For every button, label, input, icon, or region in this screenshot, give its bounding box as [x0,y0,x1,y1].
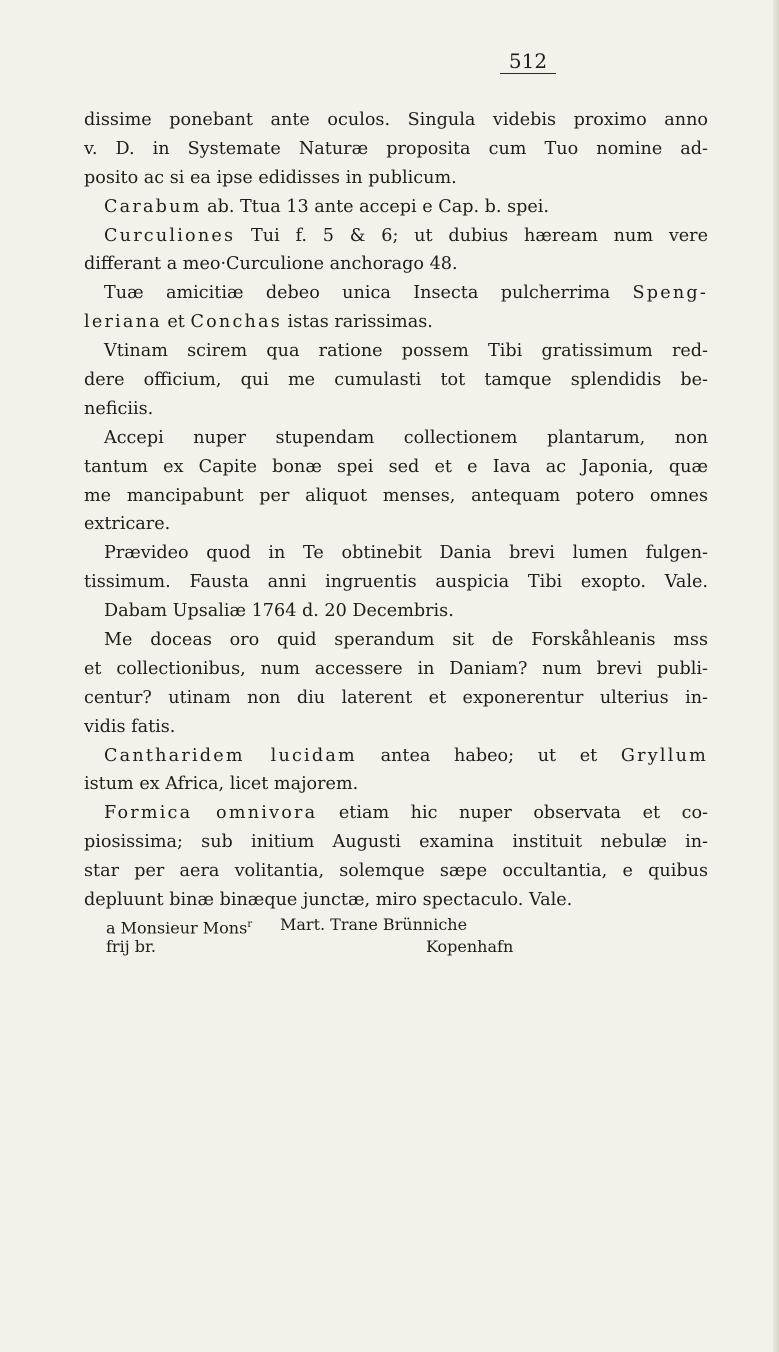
text-line-4 [84,193,708,222]
page-edge-shadow [773,0,779,1352]
text-line-8-rest: istas rarissimas. [281,312,433,333]
text-line-17: tissimum. Fausta anni ingruentis auspicia Tibi exopto. Vale. [84,572,708,593]
page-number: 512 [500,50,556,74]
spaced-term-conchas: Conchas [190,312,282,333]
text-line-14: me mancipabunt per aliquot menses, antequam potero omnes [84,485,708,506]
text-line-23 [84,742,708,771]
text-line-18: Dabam Upsaliæ 1764 d. 20 Decembris. [104,601,454,622]
text-line-16: Prævideo quod in Te obtinebit Dania brevi lumen fulgen- [104,543,708,564]
text-line-12: Accepi nuper stupendam collectionem plantarum, non [104,427,708,448]
text-line-11: neficiis. [84,398,154,419]
text-line-21: centur? utinam non diu laterent et exponerentur ulterius in- [84,687,708,708]
address-city: Kopenhafn [426,937,514,956]
text-line-8 [84,308,708,337]
text-line-27: star per aera volitantia, solemque sæpe occultantia, e quibus [84,861,708,882]
address-name: Mart. Trane Brünniche [280,915,468,934]
address-superscript: r [247,919,253,930]
text-line-26: piosissima; sub initium Augusti examina instituit nebulæ in- [84,832,708,853]
spaced-term-carabum: Carabum [104,196,202,217]
text-line-2: v. D. in Systemate Naturæ proposita cum Tuo nomine ad- [84,138,708,159]
text-line-7 [84,279,708,308]
text-line-15: extricare. [84,514,171,535]
text-line-8-et: et [161,312,191,333]
text-line-9: Vtinam scirem qua ratione possem Tibi gratissimum red- [104,341,708,362]
text-line-6: differant a meo·Curculione anchorago 48. [84,254,458,275]
text-line-25-rest: etiam hic nuper observata et co- [317,803,708,824]
address-prefix: a Monsieur Mons [106,918,248,938]
spaced-term-leriana: leriana [84,312,162,333]
text-line-5 [84,222,708,251]
text-line-19: Me doceas oro quid sperandum sit de Forskåhleanis mss [104,630,708,651]
spaced-term-speng: Speng- [632,283,708,304]
letter-body [84,106,708,915]
text-line-7-start: Tuæ amicitiæ debeo unica Insecta pulcherrima [104,283,633,304]
text-line-28: depluunt binæ binæque junctæ, miro spectaculo. Vale. [84,890,573,911]
text-line-24: istum ex Africa, licet majorem. [84,774,359,795]
text-line-10: dere officium, qui me cumulasti tot tamque splendidis be- [84,370,708,391]
spaced-term-formica: Formica omnivora [104,803,318,824]
spaced-term-curculiones: Curculiones [104,225,236,246]
text-line-13: tantum ex Capite bonæ spei sed et e Iava ac Japonia, quæ [84,456,708,477]
text-line-5-rest: Tui f. 5 & 6; ut dubius hæream num vere [235,225,708,246]
text-line-4-rest: ab. Ttua 13 ante accepi e Cap. b. spei. [201,196,550,217]
text-line-23-mid: antea habeo; ut et [356,745,621,766]
text-line-3: posito ac si ea ipse edidisses in publicum. [84,167,457,188]
text-line-1: dissime ponebant ante oculos. Singula videbis proximo anno [84,110,708,130]
spaced-term-cantharidem: Cantharidem lucidam [104,745,357,766]
text-line-20: et collectionibus, num accessere in Daniam? num brevi publi- [84,658,708,679]
text-line-22: vidis fatis. [84,716,176,737]
address-franking: frij br. [106,937,156,956]
text-line-25 [84,799,708,828]
spaced-term-gryllum: Gryllum [620,745,708,766]
